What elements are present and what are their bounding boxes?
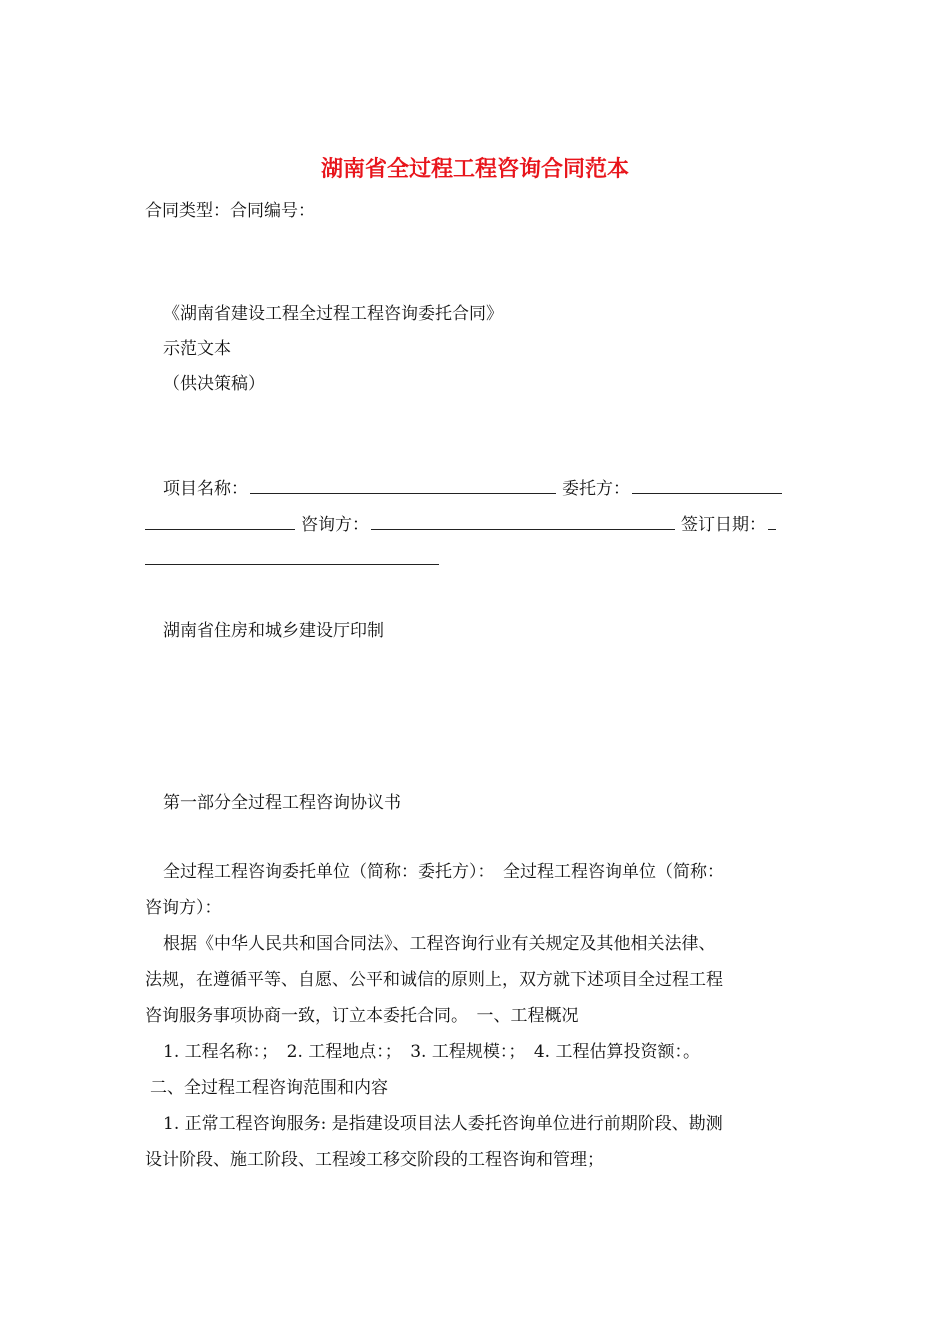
- publisher-line: 湖南省住房和城乡建设厅印制: [163, 621, 384, 641]
- fields-row-1: [163, 477, 788, 500]
- section2-heading: 二、全过程工程咨询范围和内容: [150, 1078, 388, 1098]
- cover-document-name: 《湖南省建设工程全过程工程咨询委托合同》: [163, 304, 503, 324]
- project-name-label: 项目名称：: [163, 479, 248, 499]
- client-label: 委托方：: [562, 479, 630, 499]
- sign-date-blank-continued: [145, 548, 439, 565]
- basis-line-1: 根据《中华人民共和国合同法》、工程咨询行业有关规定及其他相关法律、: [163, 934, 716, 954]
- contract-meta-line: 合同类型：合同编号：: [145, 201, 315, 221]
- project-name-blank: [250, 477, 556, 494]
- part1-heading: 第一部分全过程工程咨询协议书: [163, 793, 401, 813]
- sign-date-label: 签订日期：: [681, 515, 766, 535]
- basis-line-3: 咨询服务事项协商一致，订立本委托合同。 一、工程概况: [145, 1006, 579, 1026]
- client-blank-continued: [145, 513, 295, 530]
- basis-line-2: 法规，在遵循平等、自愿、公平和诚信的原则上，双方就下述项目全过程工程: [145, 970, 723, 990]
- overview-line: 1. 工程名称：； 2. 工程地点：； 3. 工程规模：； 4. 工程估算投资额：。: [163, 1042, 700, 1062]
- cover-draft-note: （供决策稿）: [163, 374, 265, 394]
- consultant-label: 咨询方：: [301, 515, 369, 535]
- service-line-1: 1. 正常工程咨询服务: 是指建设项目法人委托咨询单位进行前期阶段、勘测: [163, 1114, 723, 1134]
- service-line-2: 设计阶段、施工阶段、工程竣工移交阶段的工程咨询和管理；: [145, 1150, 604, 1170]
- sign-date-blank: [768, 513, 776, 530]
- fields-row-2: [145, 513, 782, 536]
- parties-line-1: 全过程工程咨询委托单位（简称：委托方）： 全过程工程咨询单位（简称：: [163, 862, 724, 882]
- fields-row-3: [145, 548, 445, 571]
- parties-line-2: 咨询方）：: [145, 898, 222, 918]
- client-blank: [632, 477, 782, 494]
- document-title: 湖南省全过程工程咨询合同范本: [320, 156, 629, 182]
- cover-sample-text: 示范文本: [163, 339, 231, 359]
- consultant-blank: [371, 513, 675, 530]
